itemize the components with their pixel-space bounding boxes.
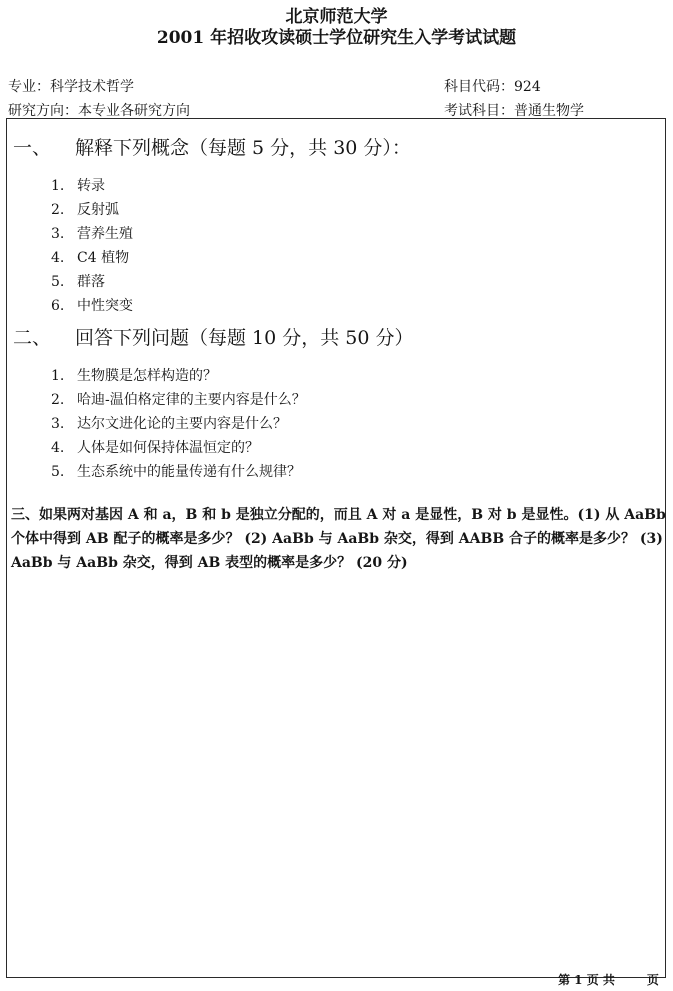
exam-title: 2001 年招收攻读硕士学位研究生入学考试试题 bbox=[156, 28, 517, 48]
list-item: 4. 人体是如何保持体温恒定的？ bbox=[51, 440, 259, 456]
section2-number: 二、 bbox=[13, 327, 52, 349]
list-item: 3. 营养生殖 bbox=[51, 226, 133, 242]
subject-code-line bbox=[444, 76, 541, 96]
direction-value: 本专业各研究方向 bbox=[78, 103, 190, 119]
list-item: 5. 生态系统中的能量传递有什么规律？ bbox=[51, 464, 301, 480]
major-line bbox=[8, 76, 134, 96]
list-item: 1. 生物膜是怎样构造的？ bbox=[51, 368, 217, 384]
section1-number: 一、 bbox=[13, 137, 52, 159]
page-number bbox=[558, 971, 659, 988]
major-value: 科学技术哲学 bbox=[50, 79, 134, 95]
list-item: 4. C4 植物 bbox=[51, 250, 130, 266]
section1-heading bbox=[13, 133, 411, 160]
major-label: 专业： bbox=[8, 79, 50, 95]
subject-value: 普通生物学 bbox=[514, 103, 584, 119]
list-item: 1. 转录 bbox=[51, 178, 105, 194]
list-item: 5. 群落 bbox=[51, 274, 105, 290]
subject-label: 考试科目： bbox=[444, 103, 514, 119]
page-number-text: 第 1 页 共 bbox=[558, 973, 615, 987]
list-item: 3. 达尔文进化论的主要内容是什么？ bbox=[51, 416, 287, 432]
section2-title: 回答下列问题（每题 10 分，共 50 分） bbox=[75, 327, 414, 349]
section2-heading bbox=[13, 323, 414, 350]
page-number-suffix: 页 bbox=[646, 973, 659, 987]
question-frame bbox=[6, 118, 666, 978]
subject-code-label: 科目代码： bbox=[444, 79, 514, 95]
list-item: 6. 中性突变 bbox=[51, 298, 133, 314]
direction-label: 研究方向： bbox=[8, 103, 78, 119]
section1-title: 解释下列概念（每题 5 分，共 30 分）： bbox=[75, 137, 411, 159]
direction-line bbox=[8, 100, 190, 120]
subject-code-value: 924 bbox=[514, 79, 541, 95]
list-item: 2. 哈迪-温伯格定律的主要内容是什么？ bbox=[51, 392, 306, 408]
section3-question: 三、如果两对基因 A 和 a，B 和 b 是独立分配的，而且 A 对 a 是显性，B 对 b 是显性。(1) 从 AaBb 个体中得到 AB 配子的概率是多少？ (2) AaBb 与 AaBb 杂交，得到 AABB 合子的概率是多少？ (3) AaBb 与 AaBb 杂交，得到 AB 表型的概率是多少？ (20 分) bbox=[11, 507, 666, 571]
subject-line bbox=[444, 100, 584, 120]
list-item: 2. 反射弧 bbox=[51, 202, 119, 218]
university-name: 北京师范大学 bbox=[285, 7, 388, 27]
